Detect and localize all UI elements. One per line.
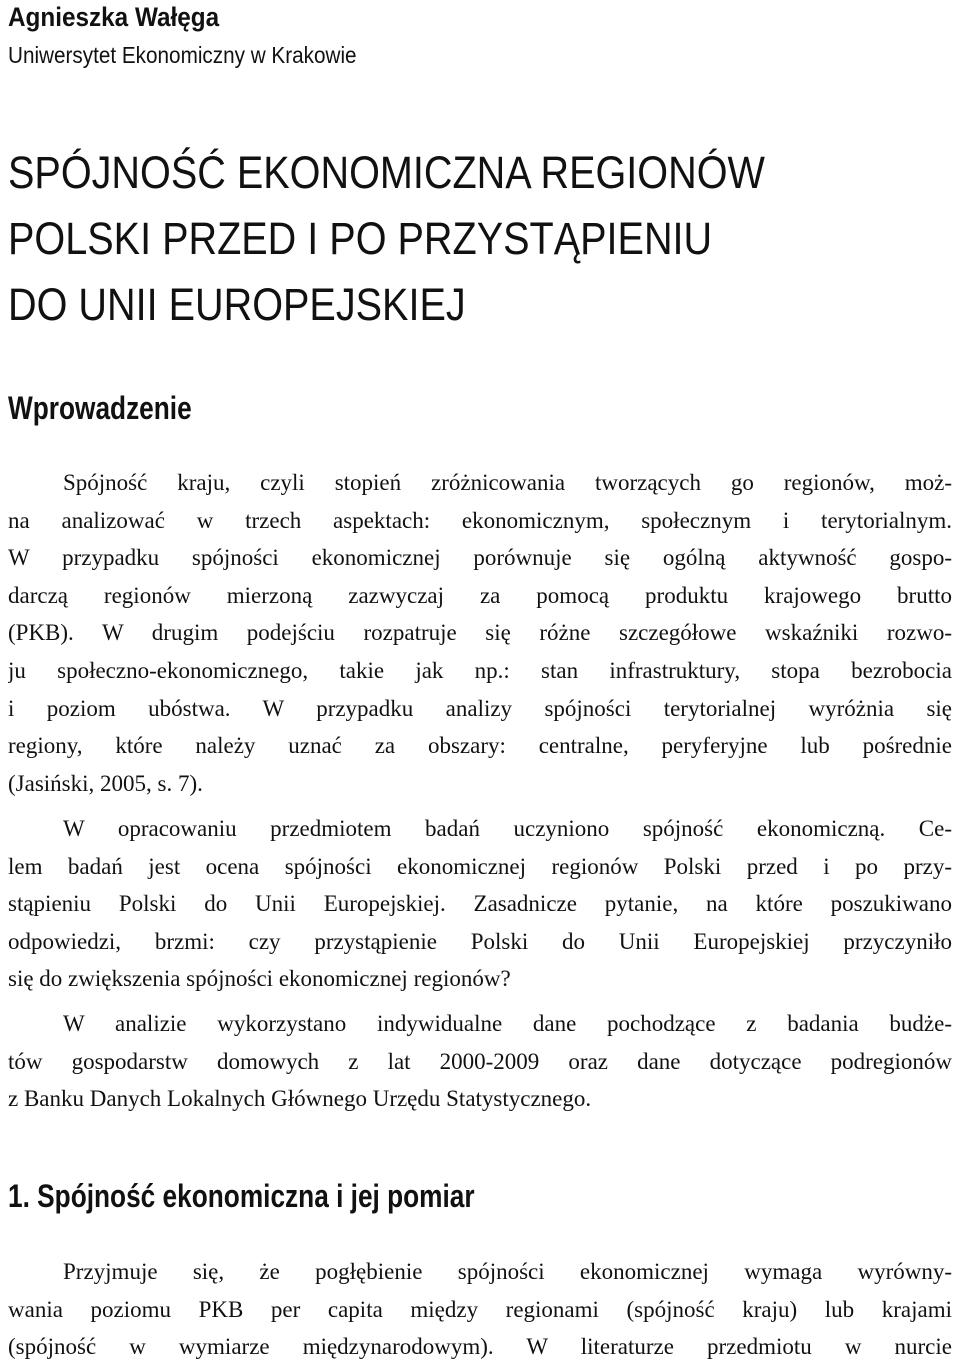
body-paragraph — [8, 464, 952, 802]
body-paragraph — [8, 810, 952, 998]
section-heading-1: 1. Spójność ekonomiczna i jej pomiar — [8, 1178, 475, 1214]
text-line: lem badań jest ocena spójności ekonomicznej regionów Polski przed i po przy- — [8, 853, 952, 879]
text-line: Przyjmuje się, że pogłębienie spójności ekonomicznej wymaga wyrówny- — [63, 1259, 952, 1284]
text-line: darczą regionów mierzoną zazwyczaj za pomocą produktu krajowego brutto — [8, 582, 952, 608]
section-heading-introduction: Wprowadzenie — [8, 390, 192, 426]
text-line: (PKB). W drugim podejściu rozpatruje się różne szczegółowe wskaźniki rozwo- — [8, 620, 952, 646]
text-line: i poziom ubóstwa. W przypadku analizy spójności terytorialnej wyróżnia się — [8, 695, 952, 721]
text-line: na analizować w trzech aspektach: ekonomicznym, społecznym i terytorialnym. — [8, 507, 952, 533]
text-line: W przypadku spójności ekonomicznej porównuje się ogólną aktywność gospo- — [8, 545, 952, 571]
text-line: odpowiedzi, brzmi: czy przystąpienie Polski do Unii Europejskiej przyczyniło — [8, 928, 952, 954]
text-line: W analizie wykorzystano indywidualne dane pochodzące z badania budże- — [63, 1011, 952, 1036]
text-line: regiony, które należy uznać za obszary: centralne, peryferyjne lub pośrednie — [8, 733, 952, 759]
text-line: się do zwiększenia spójności ekonomicznej regionów? — [8, 966, 511, 992]
text-line: stąpieniu Polski do Unii Europejskiej. Zasadnicze pytanie, na które poszukiwano — [8, 891, 952, 917]
paper-title-line: SPÓJNOŚĆ EKONOMICZNA REGIONÓW — [8, 147, 765, 198]
paper-title — [8, 140, 765, 338]
text-line: W opracowaniu przedmiotem badań uczyniono spójność ekonomiczną. Ce- — [63, 816, 952, 841]
paper-title-line: POLSKI PRZED I PO PRZYSTĄPIENIU — [8, 213, 713, 264]
text-line: tów gospodarstw domowych z lat 2000-2009 oraz dane dotyczące podregionów — [8, 1048, 952, 1074]
author-affiliation: Uniwersytet Ekonomiczny w Krakowie — [8, 42, 357, 68]
body-paragraph — [8, 1005, 952, 1118]
text-line: (Jasiński, 2005, s. 7). — [8, 770, 203, 796]
text-line: ju społeczno-ekonomicznego, takie jak np.: stan infrastruktury, stopa bezrobocia — [8, 657, 952, 683]
text-line: z Banku Danych Lokalnych Głównego Urzędu Statystycznego. — [8, 1086, 592, 1112]
body-paragraph — [8, 1253, 952, 1366]
text-line: (spójność w wymiarze międzynarodowym). W literaturze przedmiotu w nurcie — [8, 1334, 952, 1360]
paper-title-line: DO UNII EUROPEJSKIEJ — [8, 279, 466, 330]
text-line: wania poziomu PKB per capita między regionami (spójność kraju) lub krajami — [8, 1296, 952, 1322]
text-line: Spójność kraju, czyli stopień zróżnicowania tworzących go regionów, moż- — [63, 470, 952, 495]
author-name: Agnieszka Wałęga — [8, 2, 220, 32]
